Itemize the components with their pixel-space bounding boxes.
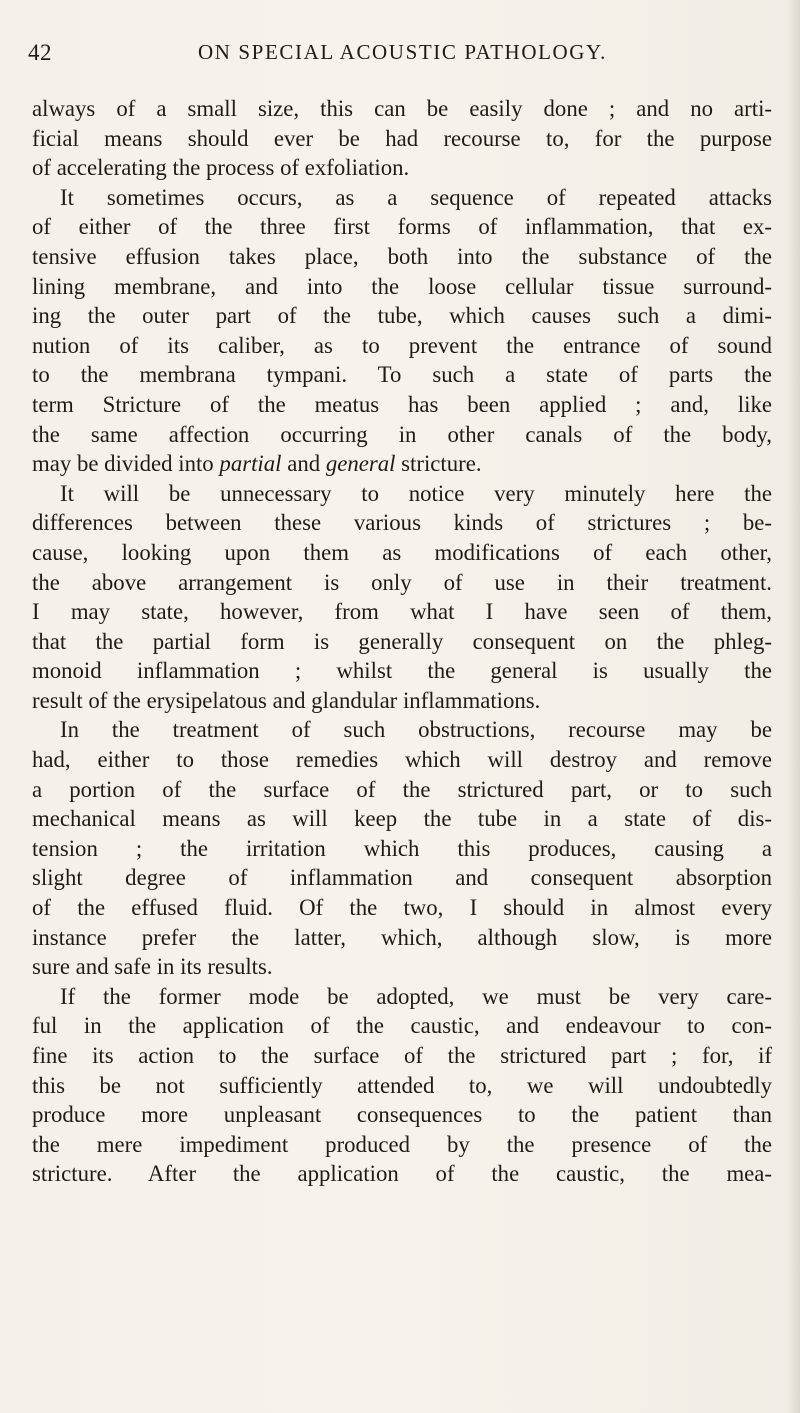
italic-term-partial: partial (219, 451, 282, 477)
text-line-with-italics (32, 449, 772, 479)
text-line: mechanical means as will keep the tube in a state of dis- (32, 806, 772, 832)
text-line: sure and safe in its results. (32, 954, 273, 980)
text-line: term Stricture of the meatus has been applied ; and, like (32, 391, 772, 417)
text-segment: and (281, 451, 326, 477)
text-line: the mere impediment produced by the presence of the (32, 1131, 772, 1157)
text-line: stricture. After the application of the caustic, the mea- (32, 1161, 772, 1187)
text-line: slight degree of inflammation and consequent absorption (32, 865, 772, 891)
text-line: of the effused fluid. Of the two, I should in almost every (32, 895, 772, 921)
text-line: tensive effusion takes place, both into the substance of the (32, 243, 772, 269)
text-line: the same affection occurring in other canals of the body, (32, 421, 772, 447)
text-line: fine its action to the surface of the strictured part ; for, if (32, 1043, 772, 1068)
text-segment: stricture. (395, 451, 482, 477)
text-line: of accelerating the process of exfoliation. (32, 155, 410, 181)
page-edge-shadow (786, 0, 800, 1413)
running-head: ON SPECIAL ACOUSTIC PATHOLOGY. (198, 40, 607, 64)
text-line: ficial means should ever be had recourse to, for the purpose (32, 125, 772, 151)
text-line: always of a small size, this can be easily done ; and no arti- (32, 96, 772, 121)
text-line: ing the outer part of the tube, which causes such a dimi- (32, 303, 772, 329)
text-line: of either of the three first forms of inflammation, that ex- (32, 214, 772, 240)
text-line: monoid inflammation ; whilst the general is usually the (32, 658, 772, 684)
text-line: had, either to those remedies which will destroy and remove (32, 747, 772, 773)
text-line: nution of its caliber, as to prevent the entrance of sound (32, 332, 772, 358)
text-line: the above arrangement is only of use in their treatment. (32, 569, 772, 595)
text-segment: may be divided into (32, 451, 220, 477)
text-line: a portion of the surface of the strictured part, or to such (32, 776, 772, 802)
text-line: lining membrane, and into the loose cellular tissue surround- (32, 273, 772, 299)
page-header (28, 40, 768, 80)
text-line: this be not sufficiently attended to, we will undoubtedly (32, 1072, 772, 1098)
text-line: differences between these various kinds of strictures ; be- (32, 510, 772, 536)
italic-term-general: general (325, 451, 396, 477)
text-line: It sometimes occurs, as a sequence of repeated attacks (60, 184, 772, 210)
text-line: If the former mode be adopted, we must be very care- (60, 983, 772, 1009)
text-line: to the membrana tympani. To such a state of parts the (32, 362, 772, 388)
text-line: instance prefer the latter, which, although slow, is more (32, 924, 772, 950)
text-line: that the partial form is generally consequent on the phleg- (32, 628, 772, 654)
text-line: I may state, however, from what I have seen of them, (32, 599, 772, 625)
text-line: In the treatment of such obstructions, recourse may be (60, 717, 772, 743)
text-line: produce more unpleasant consequences to the patient than (32, 1102, 772, 1128)
text-line: ful in the application of the caustic, and endeavour to con- (32, 1013, 772, 1039)
text-line: result of the erysipelatous and glandular inflammations. (32, 687, 541, 713)
text-line: cause, looking upon them as modifications of each other, (32, 539, 772, 565)
text-line: tension ; the irritation which this produces, causing a (32, 835, 772, 861)
page-number: 42 (28, 40, 52, 65)
body-text (32, 94, 772, 1189)
text-line: It will be unnecessary to notice very minutely here the (60, 480, 772, 506)
